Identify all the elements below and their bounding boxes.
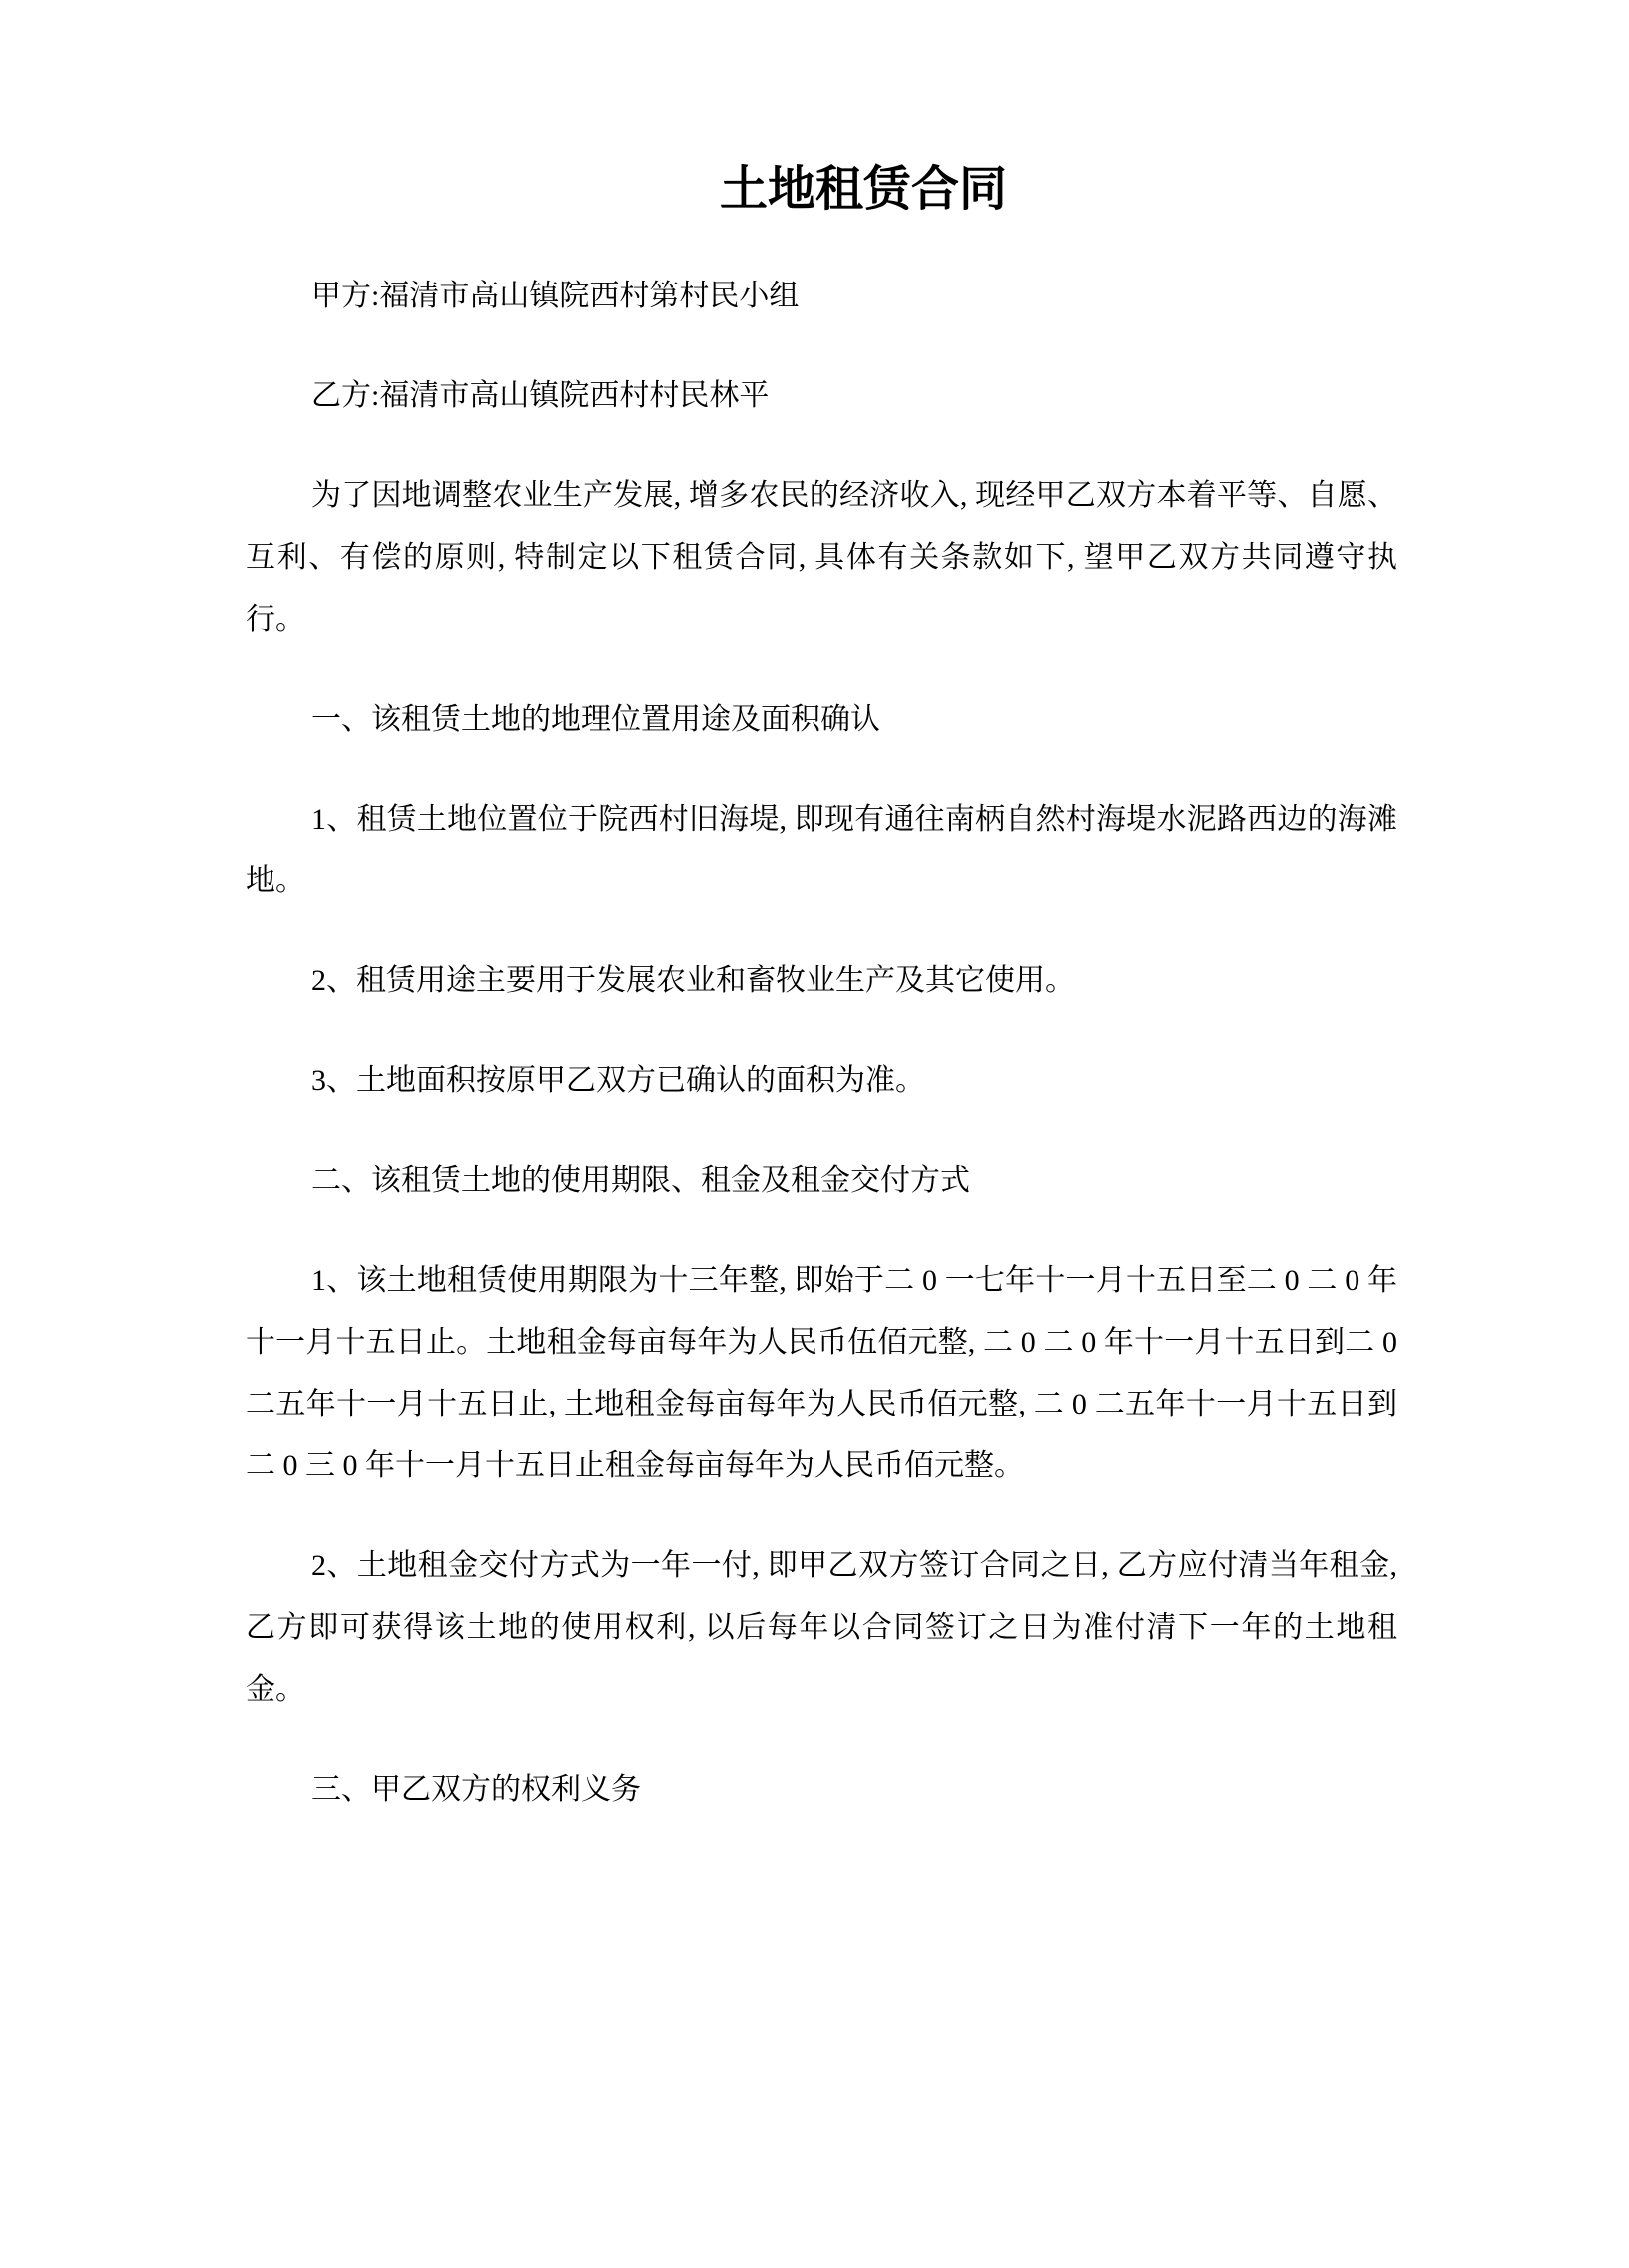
section-1-heading: 一、该租赁土地的地理位置用途及面积确认 (311, 703, 880, 736)
party-a-line: 甲方:福清市高山镇院西村第村民小组 (311, 280, 800, 312)
clause-1-3: 3、土地面积按原甲乙双方已确认的面积为准。 (311, 1064, 925, 1097)
clause-2-1: 1、该土地租赁使用期限为十三年整, 即始于二 0 一七年十一月十五日至二 0 二 0 年十一月十五日止。土地租金每亩每年为人民币伍佰元整, 二 0 二 0 年十一月十五日到二 0 二五年十一月十五日止, 土地租金每亩每年为人民币佰元整, 二 0 二五年十一月十五日到二 0 三 0 年十一月十五日止租金每亩每年为人民币佰元整。 (246, 1264, 1397, 1482)
party-b-line: 乙方:福清市高山镇院西村村民林平 (311, 379, 770, 412)
section-2-heading: 二、该租赁土地的使用期限、租金及租金交付方式 (311, 1164, 970, 1197)
clause-2-2: 2、土地租金交付方式为一年一付, 即甲乙双方签订合同之日, 乙方应付清当年租金, 乙方即可获得该土地的使用权利, 以后每年以合同签订之日为准付清下一年的土地租金。 (246, 1549, 1397, 1706)
clause-1-2: 2、租赁用途主要用于发展农业和畜牧业生产及其它使用。 (311, 964, 1075, 997)
clause-1-1: 1、租赁土地位置位于院西村旧海堤, 即现有通往南柄自然村海堤水泥路西边的海滩地。 (246, 803, 1397, 897)
preamble-paragraph: 为了因地调整农业生产发展, 增多农民的经济收入, 现经甲乙双方本着平等、自愿、互利、有偿的原则, 特制定以下租赁合同, 具体有关条款如下, 望甲乙双方共同遵守执行。 (246, 479, 1397, 636)
document-title: 土地租赁合同 (719, 163, 1007, 216)
document-page (0, 160, 1629, 2268)
section-3-heading: 三、甲乙双方的权利义务 (311, 1773, 641, 1806)
